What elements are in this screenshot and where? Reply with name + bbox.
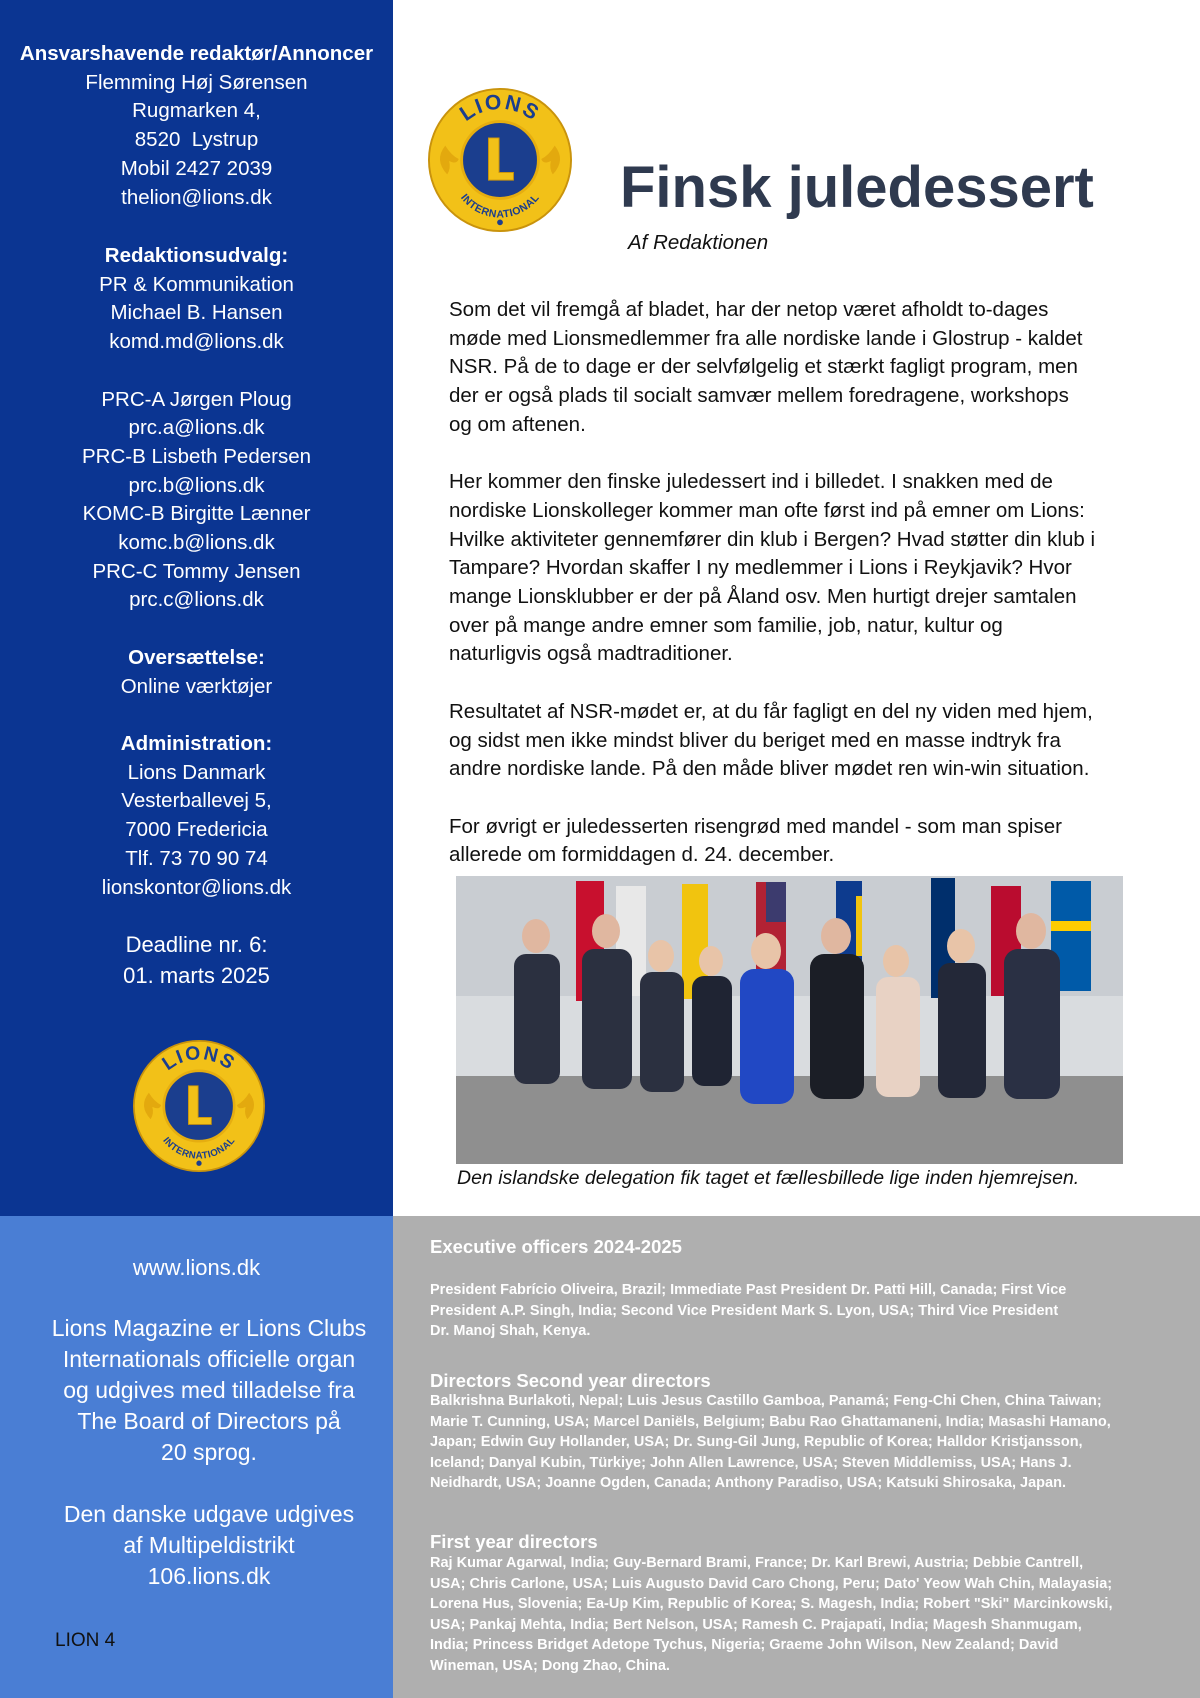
officers-line: President Fabrício Oliveira, Brazil; Immediate Past President Dr. Patti Hill, Canada; First Vice bbox=[430, 1282, 1067, 1298]
directors-line: Lorena Hus, Slovenia; Ea-Up Kim, Republic of Korea; S. Magesh, India; Robert "Ski" Marcinkowski, bbox=[430, 1596, 1113, 1612]
directors-line: USA; Chris Carlone, USA; Luis Augusto David Caro Chong, Peru; Dato' Yeow Wah Chin, Malayasia; bbox=[430, 1575, 1113, 1592]
page-number: LION 4 bbox=[55, 1630, 116, 1651]
lions-logo-header bbox=[428, 88, 572, 232]
committee-line: PRC-C Tommy Jensen bbox=[92, 559, 301, 583]
website-link[interactable]: www.lions.dk bbox=[132, 1255, 261, 1280]
paragraph-line: Her kommer den finske juledessert ind i billedet. I snakken med de bbox=[449, 470, 1053, 494]
paragraph-line: Hvilke aktiviteter gennemfører din klub i Bergen? Hvad støtter din klub i bbox=[449, 527, 1096, 551]
directors-line: India; Princess Bridget Adetope Tychus, Nigeria; Graeme John Wilson, New Zealand; David bbox=[430, 1637, 1059, 1653]
exec-officers-list bbox=[430, 1280, 1180, 1342]
directors-line: Wineman, USA; Dong Zhao, China. bbox=[430, 1657, 670, 1674]
statement-line: og udgives med tilladelse fra bbox=[63, 1377, 355, 1403]
article-byline: Af Redaktionen bbox=[628, 231, 769, 254]
admin-line: Lions Danmark bbox=[127, 760, 266, 784]
paragraph-line: over på mange andre emner som familie, job, natur, kultur og bbox=[449, 613, 1003, 637]
admin-block bbox=[0, 730, 393, 902]
committee-line: Michael B. Hansen bbox=[110, 301, 283, 325]
group-photo-illustration bbox=[456, 876, 1123, 1164]
committee-line: PR & Kommunikation bbox=[99, 272, 294, 296]
paragraph-line: Tampare? Hvordan skaffer I ny medlemmer i Lions i Reykjavik? Hvor bbox=[449, 556, 1072, 580]
officers-line: Dr. Manoj Shah, Kenya. bbox=[430, 1323, 591, 1339]
deadline-block bbox=[0, 929, 393, 991]
paragraph-line: nordiske Lionskolleger kommer man ofte først ind på emner om Lions: bbox=[449, 498, 1085, 522]
article-paragraph bbox=[449, 813, 1149, 870]
publisher-footer bbox=[0, 1216, 393, 1698]
officers-footer bbox=[393, 1216, 1200, 1698]
admin-line: Tlf. 73 70 90 74 bbox=[125, 846, 268, 870]
paragraph-line: og sidst men ikke mindst bliver du beriget med en masse indtryk fra bbox=[449, 728, 1061, 752]
directors-line: Japan; Edwin Guy Hollander, USA; Dr. Sung-Gil Jung, Republic of Korea; Halldor Kristjansson, bbox=[430, 1434, 1083, 1450]
officers-line: President A.P. Singh, India; Second Vice President Mark S. Lyon, USA; Third Vice President bbox=[430, 1302, 1059, 1319]
paragraph-line: mange Lionsklubber er der på Åland osv. Men hurtigt drejer samtalen bbox=[449, 585, 1077, 609]
deadline-label: Deadline nr. 6: bbox=[125, 932, 268, 957]
translation-block bbox=[0, 644, 393, 701]
deadline-date: 01. marts 2025 bbox=[123, 963, 270, 988]
directors-line: Raj Kumar Agarwal, India; Guy-Bernard Brami, France; Dr. Karl Brewi, Austria; Debbie Cantrell, bbox=[430, 1555, 1084, 1571]
paragraph-line: der er også plads til socialt samvær mellem foredragene, workshops bbox=[449, 384, 1069, 408]
svg-text:LIONS: LIONS bbox=[158, 1041, 240, 1076]
committee-line: komc.b@lions.dk bbox=[118, 531, 275, 555]
committee-line: KOMC-B Birgitte Lænner bbox=[82, 502, 311, 526]
statement-line: af Multipeldistrikt bbox=[123, 1532, 295, 1558]
admin-heading: Administration: bbox=[120, 732, 273, 755]
paragraph-line: naturligvis også madtraditioner. bbox=[449, 642, 733, 666]
paragraph-line: møde med Lionsmedlemmer fra alle nordiske lande i Glostrup - kaldet bbox=[449, 326, 1083, 350]
editor-street: Rugmarken 4, bbox=[132, 99, 261, 123]
committee-heading: Redaktionsudvalg: bbox=[104, 244, 289, 267]
editor-block bbox=[0, 40, 393, 212]
paragraph-line: og om aftenen. bbox=[449, 412, 586, 436]
statement-line: Internationals officielle organ bbox=[62, 1346, 356, 1372]
directors-line: Balkrishna Burlakoti, Nepal; Luis Jesus Castillo Gamboa, Panamá; Feng-Chi Chen, China Taiwan; bbox=[430, 1393, 1102, 1409]
editor-city: 8520 Lystrup bbox=[134, 128, 259, 152]
delegation-photo bbox=[456, 876, 1123, 1164]
committee-line: prc.b@lions.dk bbox=[128, 473, 265, 497]
committee-line: prc.a@lions.dk bbox=[128, 416, 265, 440]
paragraph-line: Som det vil fremgå af bladet, har der netop været afholdt to-dages bbox=[449, 298, 1049, 321]
editor-name: Flemming Høj Sørensen bbox=[85, 70, 308, 94]
magazine-statement bbox=[0, 1313, 418, 1468]
committee-line: PRC-B Lisbeth Pedersen bbox=[81, 444, 312, 468]
masthead-sidebar bbox=[0, 0, 393, 1216]
directors-line: Neidhardt, USA; Joanne Ogden, Canada; Anthony Paradiso, USA; Katsuki Shirosaka, Japan. bbox=[430, 1475, 1066, 1491]
admin-line: lionskontor@lions.dk bbox=[101, 875, 292, 899]
svg-text:INTERNATIONAL: INTERNATIONAL bbox=[160, 1135, 238, 1162]
paragraph-line: Resultatet af NSR-mødet er, at du får fagligt en del ny viden med hjem, bbox=[449, 699, 1093, 723]
paragraph-line: For øvrigt er juledesserten risengrød med mandel - som man spiser bbox=[449, 814, 1062, 838]
paragraph-line: andre nordiske lande. På den måde bliver mødet ren win-win situation. bbox=[449, 757, 1090, 781]
paragraph-line: allerede om formiddagen d. 24. december. bbox=[449, 843, 835, 867]
committee-line: prc.c@lions.dk bbox=[129, 588, 264, 612]
directors-line: Iceland; Danyal Kubin, Türkiye; John Allen Lawrence, USA; Steven Middlemiss, USA; Hans J. bbox=[430, 1454, 1072, 1471]
photo-caption: Den islandske delegation fik taget et fællesbillede lige inden hjemrejsen. bbox=[457, 1167, 1080, 1189]
committee-line: komd.md@lions.dk bbox=[109, 330, 284, 354]
lions-logo-sidebar bbox=[127, 1040, 271, 1172]
paragraph-line: NSR. På de to dage er der selvfølgelig et stærkt fagligt program, men bbox=[449, 355, 1078, 379]
second-year-heading: Directors Second year directors bbox=[430, 1370, 711, 1391]
danish-edition-statement bbox=[0, 1499, 418, 1592]
statement-line: Lions Magazine er Lions Clubs bbox=[51, 1315, 367, 1341]
svg-text:INTERNATIONAL: INTERNATIONAL bbox=[458, 191, 542, 221]
first-year-list bbox=[430, 1553, 1180, 1676]
committee-line: PRC-A Jørgen Ploug bbox=[101, 387, 292, 411]
article-paragraph bbox=[449, 698, 1149, 784]
translation-value: Online værktøjer bbox=[120, 674, 273, 698]
directors-line: Marie T. Cunning, USA; Marcel Daniëls, Belgium; Babu Rao Ghattamaneni, India; Masashi Hamano, bbox=[430, 1413, 1111, 1430]
article-paragraph bbox=[449, 296, 1149, 440]
committee-spacer bbox=[0, 357, 393, 386]
editor-email: thelion@lions.dk bbox=[121, 185, 272, 209]
statement-line: The Board of Directors på bbox=[77, 1408, 341, 1434]
article-paragraph bbox=[449, 468, 1149, 669]
second-year-list bbox=[430, 1391, 1180, 1494]
first-year-heading: First year directors bbox=[430, 1531, 598, 1552]
svg-text:LIONS: LIONS bbox=[455, 90, 545, 126]
admin-line: Vesterballevej 5, bbox=[121, 789, 272, 813]
editor-heading: Ansvarshavende redaktør/Annoncer bbox=[19, 42, 374, 65]
exec-officers-heading: Executive officers 2024-2025 bbox=[430, 1236, 682, 1257]
translation-heading: Oversættelse: bbox=[128, 646, 265, 669]
statement-line: 20 sprog. bbox=[161, 1439, 257, 1465]
article-title: Finsk juledessert bbox=[620, 155, 1094, 220]
article-body bbox=[449, 296, 1149, 899]
editor-mobile: Mobil 2427 2039 bbox=[120, 156, 273, 180]
directors-line: USA; Pankaj Mehta, India; Bert Nelson, USA; Ramesh C. Prajapati, India; Magesh Shanmugam, bbox=[430, 1616, 1082, 1633]
admin-line: 7000 Fredericia bbox=[125, 818, 268, 842]
committee-block bbox=[0, 242, 393, 615]
statement-line: Den danske udgave udgives bbox=[63, 1501, 355, 1527]
statement-line: 106.lions.dk bbox=[147, 1563, 271, 1589]
